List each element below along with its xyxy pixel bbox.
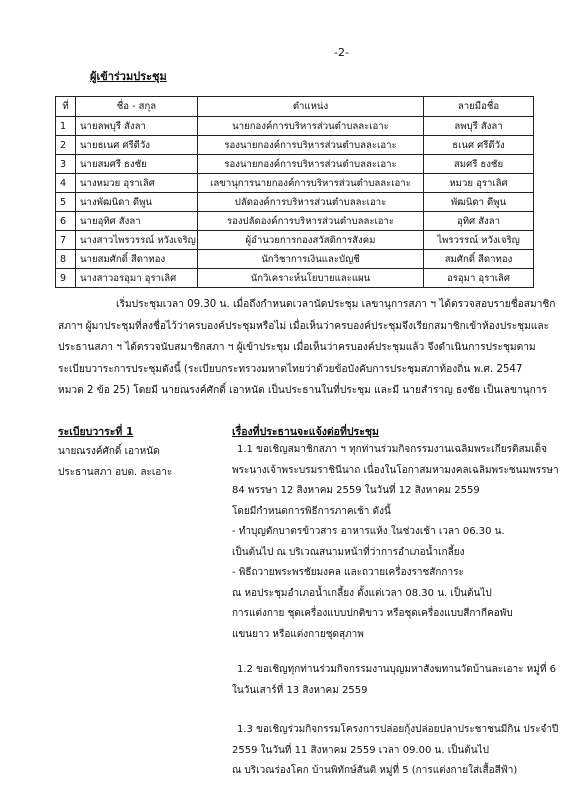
table-row: [56, 136, 534, 155]
opening-line: สภาฯ ผู้มาประชุมที่ลงชื่อไว้ว่าครบองค์ประชุมหรือไม่ เมื่อเห็นว่าครบองค์ประชุมจึงเรียกสมาชิกเข้าห้องประชุมและ: [58, 320, 550, 332]
item-line: ณ บริเวณร่องโคก บ้านพิทักษ์สันติ หมู่ที่ 5 (การแต่งกายใส่เสื้อสีฟ้า): [232, 765, 518, 776]
attendee-signature: อรอุมา อุราเลิศ: [424, 269, 534, 288]
attendee-position: นักวิเคราะห์นโยบายและแผน: [198, 269, 424, 288]
table-header-row: [56, 97, 534, 117]
attendee-signature: สมศักดิ์ สีดาทอง: [424, 250, 534, 269]
attendee-signature: ไพรวรรณ์ หวังเจริญ: [424, 231, 534, 250]
opening-line: หมวด 2 ข้อ 25) โดยมี นายณรงค์ศักดิ์ เอาหนัด เป็นประธานในที่ประชุม และมี นายสำราญ ธงชัย เป็นเลขานุการ: [58, 385, 547, 396]
page-number: -2-: [334, 46, 349, 59]
item-line: 1.3 ขอเชิญร่วมกิจกรรมโครงการปล่อยกุ้งปล่อยปลาประชาชนมีกิน ประจำปี: [237, 724, 559, 735]
item-line: เป็นต้นไป ณ บริเวณสนามหน้าที่ว่าการอำเภอน้ำเกลี้ยง: [232, 546, 465, 558]
item-line: 1.2 ขอเชิญทุกท่านร่วมกิจกรรมงานบุญมหาสังฆทานวัดบ้านละเอาะ หมู่ที่ 6: [237, 664, 556, 675]
attendee-signature: หมวย อุราเลิศ: [424, 174, 534, 193]
table-row: [56, 174, 534, 193]
agenda-item-1-3: [232, 720, 558, 782]
attendee-position: นายกองค์การบริหารส่วนตำบลละเอาะ: [198, 117, 424, 136]
attendee-name: นางสาวไพรวรรณ์ หวังเจริญ: [76, 231, 198, 250]
attendee-position: นักวิชาการเงินและบัญชี: [198, 250, 424, 269]
table-row: [56, 117, 534, 136]
agenda-title: เรื่องที่ประธานจะแจ้งต่อที่ประชุม: [232, 426, 379, 438]
opening-line: ประธานสภา ฯ ได้ตรวจนับสมาชิกสภา ฯ ผู้เข้าประชุม เมื่อเห็นว่าครบองค์ประชุมแล้ว จึงดำเนินการประชุมตาม: [58, 342, 536, 353]
attendee-name: นายลพบุรี สังลา: [76, 117, 198, 136]
row-number: 6: [56, 212, 76, 231]
item-line: แขนยาว หรือแต่งกายชุดสุภาพ: [232, 628, 364, 640]
table-row: [56, 155, 534, 174]
row-number: 2: [56, 136, 76, 155]
column-header-name: ชื่อ - สกุล: [76, 97, 198, 117]
table-row: [56, 231, 534, 250]
attendee-signature: สมศรี ธงชัย: [424, 155, 534, 174]
column-header-no: ที่: [56, 97, 76, 117]
attendee-position: รองนายกองค์การบริหารส่วนตำบลละเอาะ: [198, 155, 424, 174]
agenda-item-1-2: [232, 660, 556, 701]
row-number: 8: [56, 250, 76, 269]
attendee-name: นายสมศักดิ์ สีดาทอง: [76, 250, 198, 269]
attendee-signature: พัฒนิดา ดีพูน: [424, 193, 534, 212]
speaker-title: ประธานสภา อบต. ละเอาะ: [58, 467, 173, 478]
attendee-name: นางสาวอรอุมา อุราเลิศ: [76, 269, 198, 288]
table-row: [56, 269, 534, 288]
attendee-position: รองปลัดองค์การบริหารส่วนตำบลละเอาะ: [198, 212, 424, 231]
table-row: [56, 212, 534, 231]
attendee-name: นายธเนศ ศรีดีวัง: [76, 136, 198, 155]
item-line: - พิธีถวายพระพรชัยมงคล และถวายเครื่องราชสักการะ: [232, 567, 464, 578]
table-row: [56, 193, 534, 212]
opening-line: ระเบียบวาระการประชุมดังนี้ (ระเบียบกระทรวงมหาดไทยว่าด้วยข้อบังคับการประชุมสภาท้องถิ่น พ.ศ. 2547: [58, 363, 523, 375]
attendee-name: นางหมวย อุราเลิศ: [76, 174, 198, 193]
row-number: 3: [56, 155, 76, 174]
attendee-name: นางพัฒนิดา ดีพูน: [76, 193, 198, 212]
table-row: [56, 250, 534, 269]
agenda-heading: ระเบียบวาระที่ 1: [58, 426, 134, 438]
item-line: - ทำบุญตักบาตรข้าวสาร อาหารแห้ง ในช่วงเช้า เวลา 06.30 น.: [232, 526, 505, 537]
column-header-signature: ลายมือชื่อ: [424, 97, 534, 117]
column-header-position: ตำแหน่ง: [198, 97, 424, 117]
speaker-name: นายณรงค์ศักดิ์ เอาหนัด: [58, 446, 160, 457]
attendee-position: ปลัดองค์การบริหารส่วนตำบลละเอาะ: [198, 193, 424, 212]
attendee-position: ผู้อำนวยการกองสวัสดิการสังคม: [198, 231, 424, 250]
attendee-position: รองนายกองค์การบริหารส่วนตำบลละเอาะ: [198, 136, 424, 155]
attendee-name: นายสมศรี ธงชัย: [76, 155, 198, 174]
item-line: โดยมีกำหนดการพิธีการภาคเช้า ดังนี้: [232, 505, 391, 517]
attendees-table: [55, 96, 534, 288]
row-number: 5: [56, 193, 76, 212]
item-line: 1.1 ขอเชิญสมาชิกสภา ฯ ทุกท่านร่วมกิจกรรมงานเฉลิมพระเกียรติสมเด็จ: [237, 444, 547, 455]
agenda-item-1-1: [232, 440, 559, 645]
item-line: 2559 ในวันที่ 11 สิงหาคม 2559 เวลา 09.00 น. เป็นต้นไป: [232, 744, 490, 756]
attendees-heading: ผู้เข้าร่วมประชุม: [90, 70, 167, 83]
attendee-signature: ธเนศ ศรีดีวัง: [424, 136, 534, 155]
agenda-speaker: [58, 441, 172, 483]
attendee-position: เลขานุการนายกองค์การบริหารส่วนตำบลละเอาะ: [198, 174, 424, 193]
item-line: การแต่งกาย ชุดเครื่องแบบปกติขาว หรือชุดเครื่องแบบสีกากีคอพับ: [232, 608, 513, 619]
attendee-signature: ลพบุรี สังลา: [424, 117, 534, 136]
attendee-name: นายอุทิศ สังลา: [76, 212, 198, 231]
item-line: ณ หอประชุมอำเภอน้ำเกลี้ยง ตั้งแต่เวลา 08.30 น. เป็นต้นไป: [232, 587, 492, 599]
row-number: 9: [56, 269, 76, 288]
row-number: 4: [56, 174, 76, 193]
item-line: 84 พรรษา 12 สิงหาคม 2559 ในวันที่ 12 สิงหาคม 2559: [232, 485, 480, 496]
opening-paragraph: [58, 294, 555, 402]
row-number: 7: [56, 231, 76, 250]
row-number: 1: [56, 117, 76, 136]
attendee-signature: อุทิศ สังลา: [424, 212, 534, 231]
item-line: ในวันเสาร์ที่ 13 สิงหาคม 2559: [232, 684, 368, 696]
opening-line: เริ่มประชุมเวลา 09.30 น. เมื่อถึงกำหนดเวลานัดประชุม เลขานุการสภา ฯ ได้ตรวจสอบรายชื่อสมาชิก: [116, 299, 556, 310]
item-line: พระนางเจ้าพระบรมราชินีนาถ เนื่องในโอกาสมหามงคลเฉลิมพระชนมพรรษา: [232, 464, 559, 476]
